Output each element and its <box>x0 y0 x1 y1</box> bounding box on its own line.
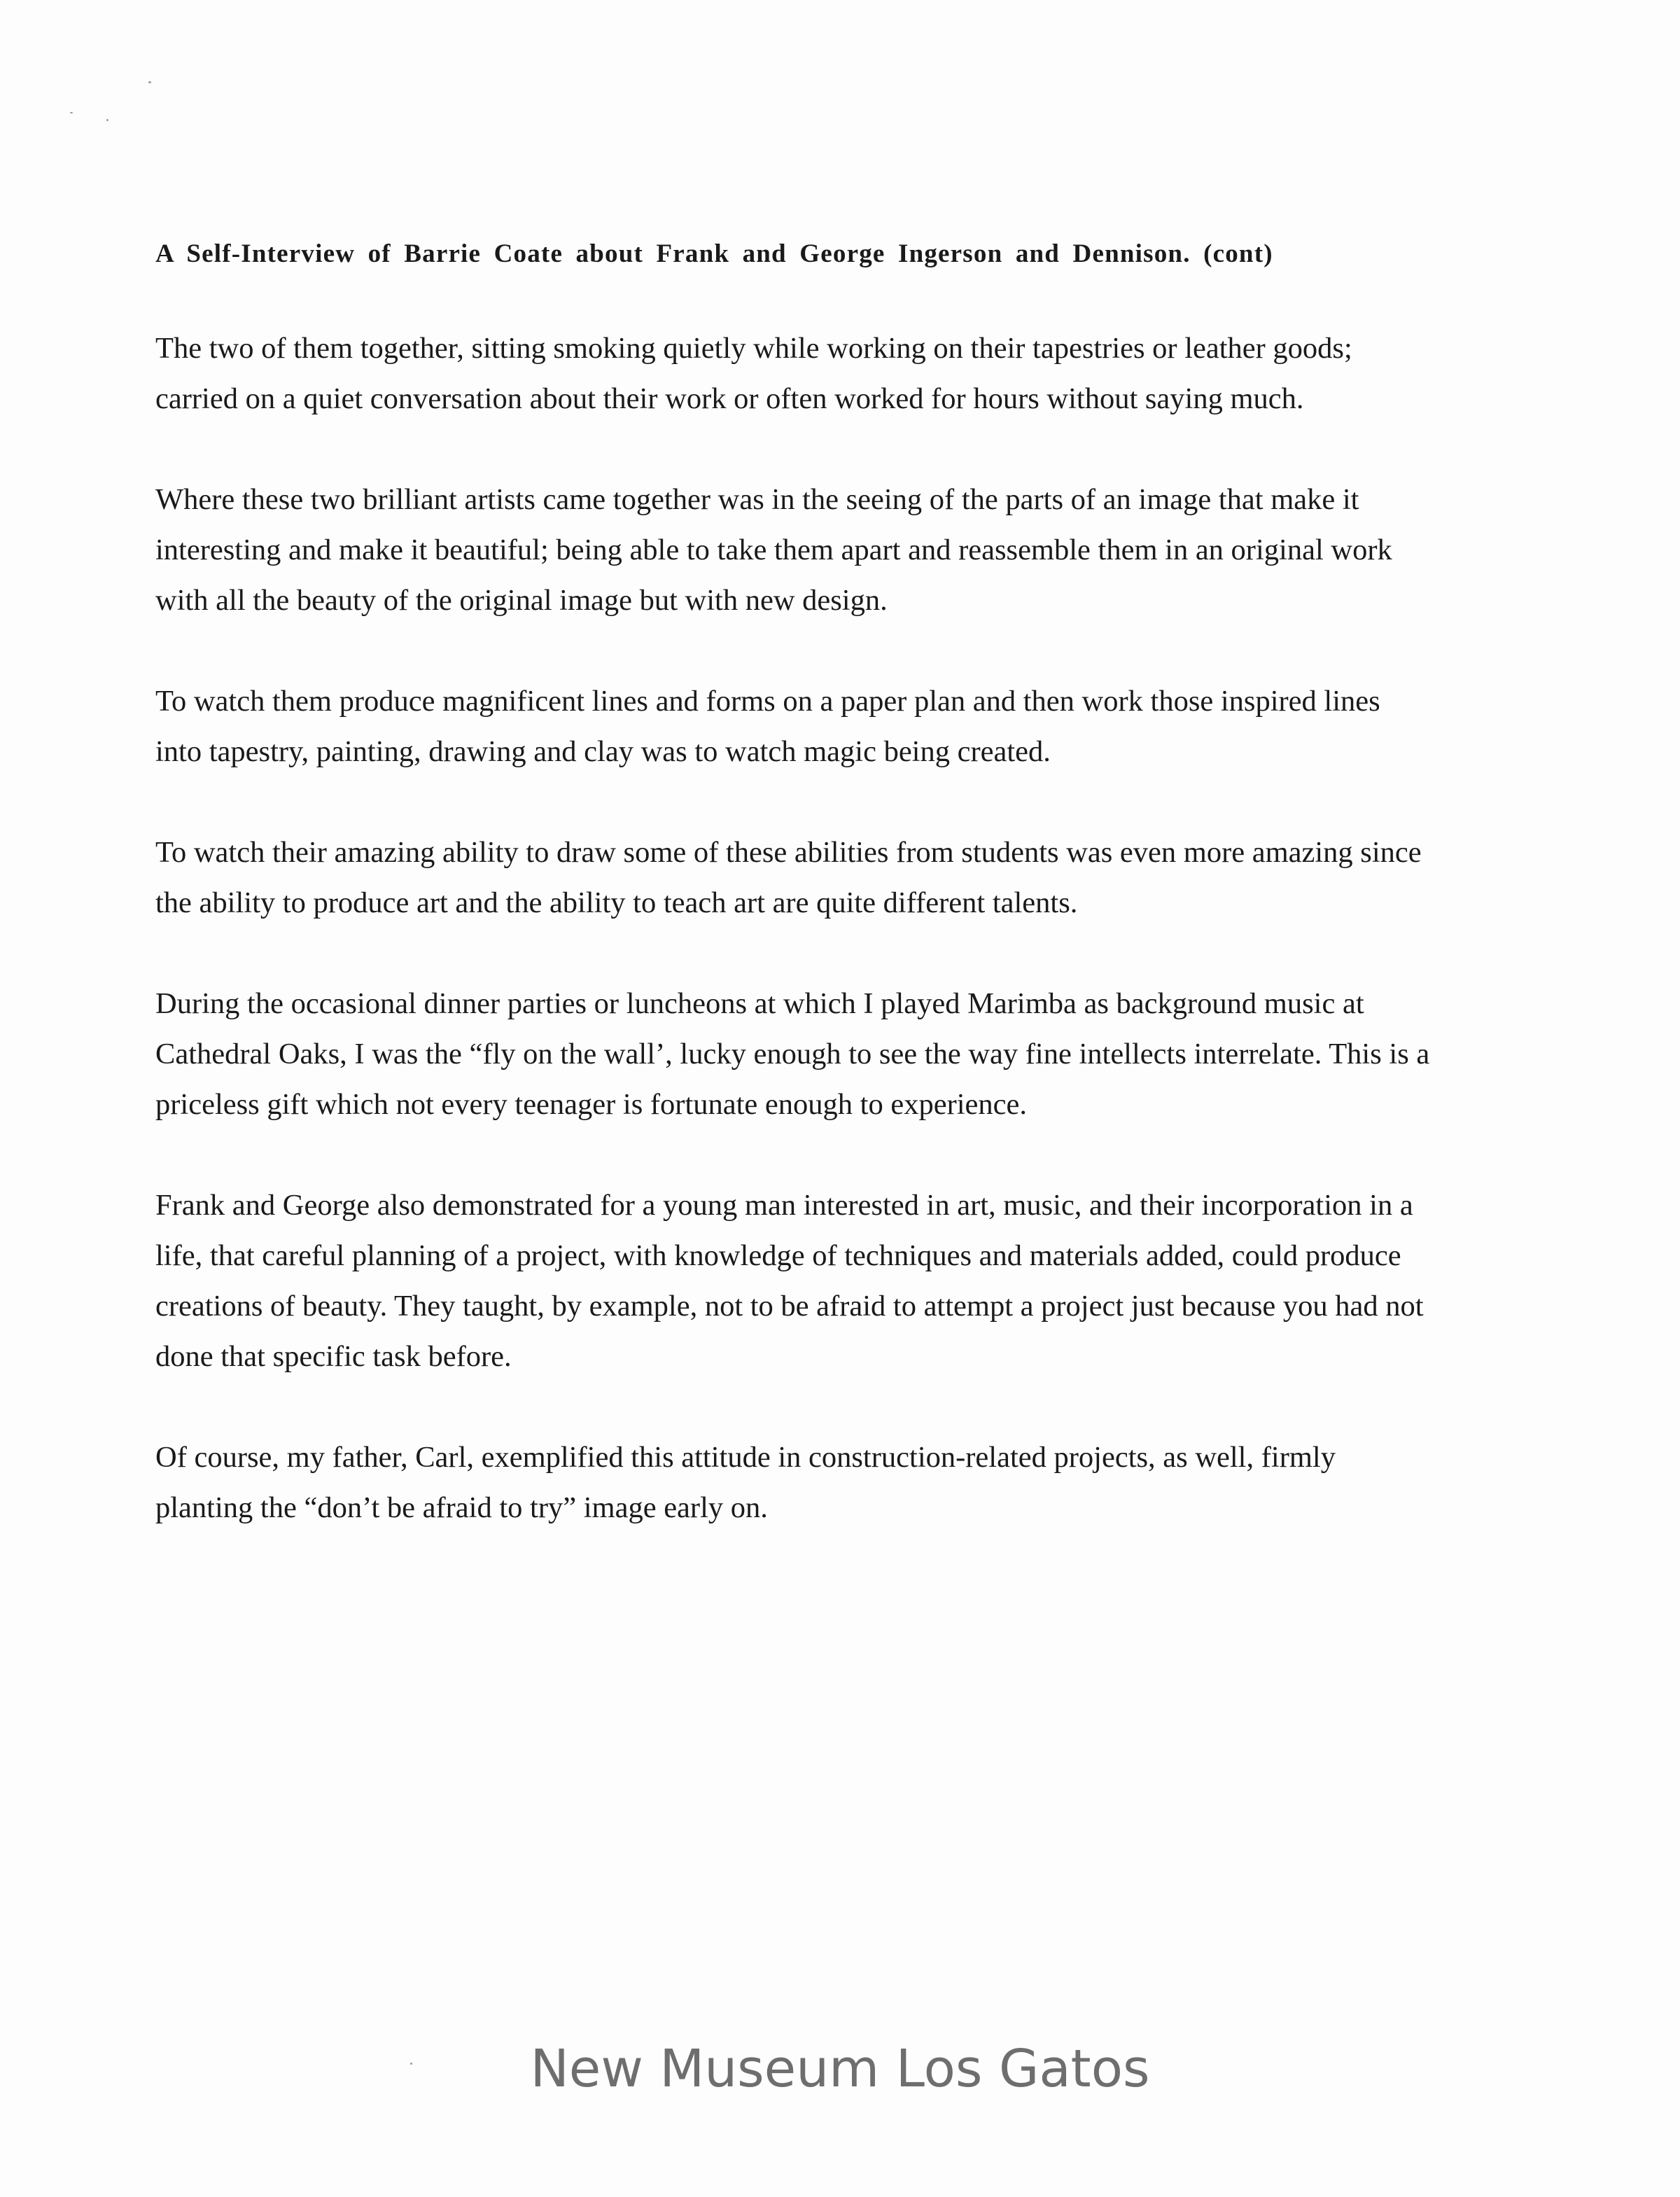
paragraph-line: To watch their amazing ability to draw some of these abilities from students was even more amazing since <box>155 836 1422 869</box>
paragraph-line: planting the “don’t be afraid to try” image early on. <box>155 1491 768 1524</box>
paragraph-line: interesting and make it beautiful; being able to take them apart and reassemble them in an original work <box>155 533 1392 566</box>
paragraph-line: life, that careful planning of a project, with knowledge of techniques and materials added, could produce <box>155 1239 1401 1272</box>
document-title: A Self-Interview of Barrie Coate about Frank and George Ingerson and Dennison. (cont) <box>155 239 1273 268</box>
paragraph <box>155 323 1583 424</box>
paragraph-line: The two of them together, sitting smoking quietly while working on their tapestries or leather goods; <box>155 332 1352 365</box>
paragraph-line: Where these two brilliant artists came together was in the seeing of the parts of an image that make it <box>155 483 1359 516</box>
paragraph <box>155 676 1583 777</box>
paragraph-line: carried on a quiet conversation about their work or often worked for hours without saying much. <box>155 382 1304 415</box>
paragraph <box>155 979 1583 1130</box>
scan-speck <box>148 81 151 83</box>
paragraph-line: the ability to produce art and the ability to teach art are quite different talents. <box>155 886 1078 919</box>
scan-speck <box>106 119 108 121</box>
paragraph-line: done that specific task before. <box>155 1340 512 1373</box>
paragraph-line: creations of beauty. They taught, by example, not to be afraid to attempt a project just because you had not <box>155 1290 1424 1323</box>
paragraph-line: To watch them produce magnificent lines and forms on a paper plan and then work those inspired lines <box>155 685 1380 718</box>
paragraph <box>155 475 1583 626</box>
paragraph-line: with all the beauty of the original image but with new design. <box>155 584 888 617</box>
paragraph-line: Cathedral Oaks, I was the “fly on the wall’, lucky enough to see the way fine intellects interrelate. This is a <box>155 1038 1430 1070</box>
museum-watermark: New Museum Los Gatos <box>530 2039 1150 2099</box>
paragraph <box>155 1432 1583 1533</box>
paragraph-line: priceless gift which not every teenager is fortunate enough to experience. <box>155 1088 1027 1121</box>
paragraph-line: into tapestry, painting, drawing and clay was to watch magic being created. <box>155 735 1051 768</box>
scan-speck <box>70 112 73 113</box>
paragraph-line: During the occasional dinner parties or luncheons at which I played Marimba as background music at <box>155 987 1364 1020</box>
paragraph <box>155 1180 1583 1382</box>
paragraph <box>155 828 1583 928</box>
paragraph-line: Frank and George also demonstrated for a young man interested in art, music, and their incorporation in a <box>155 1189 1413 1222</box>
paragraph-line: Of course, my father, Carl, exemplified this attitude in construction-related projects, as well, firmly <box>155 1441 1336 1474</box>
